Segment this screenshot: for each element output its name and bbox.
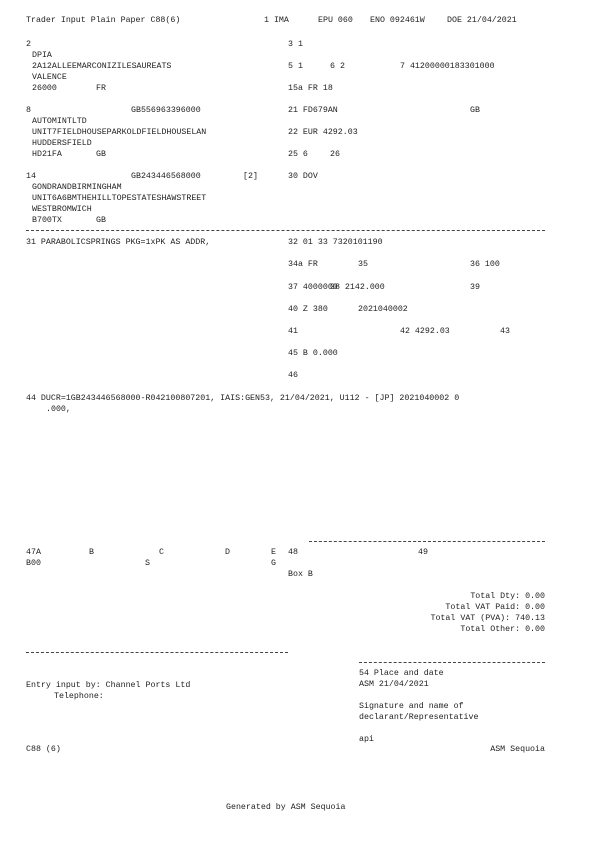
declarant-ref: [2]: [243, 172, 258, 181]
box15a-dispatch-country: 15a FR 18: [288, 84, 333, 93]
total-vat-pva: Total VAT (PVA): 740.13: [430, 614, 545, 623]
consignor-city: VALENCE: [32, 73, 67, 82]
box2-label: 2: [26, 40, 31, 49]
declarant-city: WESTBROMWICH: [32, 205, 92, 214]
consignor-country: FR: [96, 84, 106, 93]
place-date-divider: [359, 662, 545, 663]
box42-item-price: 42 4292.03: [400, 327, 450, 336]
box39-quota: 39: [470, 283, 480, 292]
box48-divider: [309, 541, 545, 542]
box3-forms: 3 1: [288, 40, 303, 49]
box41-supplementary-units: 41: [288, 327, 298, 336]
entry-input-by: Entry input by: Channel Ports Ltd: [26, 681, 191, 690]
declarant-eori: GB243446568000: [131, 172, 201, 181]
vendor-name: ASM Sequoia: [490, 745, 545, 754]
consignee-city: HUDDERSFIELD: [32, 139, 92, 148]
consignor-name: DPIA: [32, 51, 52, 60]
box31-goods-description: 31 PARABOLICSPRINGS PKG=1xPK AS ADDR,: [26, 238, 211, 247]
consignor-postcode: 26000: [32, 84, 57, 93]
epu-number: EPU 060: [318, 16, 353, 25]
section-divider: [26, 230, 545, 231]
box54-place-date-label: 54 Place and date: [359, 669, 444, 678]
declarant-address: UNIT6A6BMTHEHILLTOPESTATESHAWSTREET: [32, 194, 207, 203]
box47-value-c: S: [145, 559, 150, 568]
box25-transport-mode: 25 6: [288, 150, 308, 159]
box7-reference: 7 41200000183301000: [400, 62, 495, 71]
box47-col-d: D: [225, 548, 230, 557]
box6-packages: 6 2: [330, 62, 345, 71]
form-id: C88 (6): [26, 745, 61, 754]
total-other: Total Other: 0.00: [460, 625, 545, 634]
box32-33-commodity: 32 01 33 7320101190: [288, 238, 383, 247]
box54-place-date-value: ASM 21/04/2021: [359, 680, 429, 689]
box40-reference: 2021040002: [358, 305, 408, 314]
signature-label-line2: declarant/Representative: [359, 713, 479, 722]
box36-preference: 36 100: [470, 260, 500, 269]
form-title: Trader Input Plain Paper C88(6): [26, 16, 181, 25]
box47-col-c: C: [159, 548, 164, 557]
box26-inland-mode: 26: [330, 150, 340, 159]
box48-deferred-payment: 48: [288, 548, 298, 557]
box40-previous-doc: 40 Z 380: [288, 305, 328, 314]
declarant-country: GB: [96, 216, 106, 225]
box14-label: 14: [26, 172, 36, 181]
signature-label-line1: Signature and name of: [359, 702, 464, 711]
box47-col-b: B: [89, 548, 94, 557]
box22-currency-amount: 22 EUR 4292.03: [288, 128, 358, 137]
box37-procedure: 37 4000000: [288, 283, 338, 292]
entry-number: ENO 092461W: [370, 16, 425, 25]
box21-transport-id: 21 FD679AN: [288, 106, 338, 115]
box35-gross-mass: 35: [358, 260, 368, 269]
declarant-postcode: B700TX: [32, 216, 62, 225]
generated-by: Generated by ASM Sequoia: [226, 803, 346, 812]
consignee-postcode: HD21FA: [32, 150, 62, 159]
box1-declaration-type: 1 IMA: [264, 16, 289, 25]
box38-net-mass: 38 2142.000: [330, 283, 385, 292]
telephone-label: Telephone:: [54, 692, 104, 701]
consignee-address: UNIT7FIELDHOUSEPARKOLDFIELDHOUSELAN: [32, 128, 207, 137]
box44-additional-info-continued: .000,: [46, 405, 71, 414]
box34a-origin: 34a FR: [288, 260, 318, 269]
box46-statistical-value: 46: [288, 371, 298, 380]
box43-valuation-method: 43: [500, 327, 510, 336]
box47-col-e: E: [271, 548, 276, 557]
box8-label: 8: [26, 106, 31, 115]
box47-value-e: G: [271, 559, 276, 568]
consignee-eori: GB556963396000: [131, 106, 201, 115]
consignor-address: 2A12ALLEEMARCONIZILESAUREATS: [32, 62, 172, 71]
box47-col-a: 47A: [26, 548, 41, 557]
box30-goods-location: 30 DOV: [288, 172, 318, 181]
box44-additional-info: 44 DUCR=1GB243446568000-R042100807201, IAIS:GEN53, 21/04/2021, U112 - [JP] 2021040002 0: [26, 394, 460, 403]
box-b-label: Box B: [288, 570, 313, 579]
box47-value-a: B00: [26, 559, 41, 568]
box45-adjustment: 45 B 0.000: [288, 349, 338, 358]
box49-warehouse: 49: [418, 548, 428, 557]
declarant-name: GONDRANDBIRMINGHAM: [32, 183, 122, 192]
total-vat-paid: Total VAT Paid: 0.00: [445, 603, 545, 612]
box21-transport-country: GB: [470, 106, 480, 115]
date-of-entry: DOE 21/04/2021: [447, 16, 517, 25]
entry-divider: [26, 652, 288, 653]
signature-value: api: [359, 735, 374, 744]
consignee-country: GB: [96, 150, 106, 159]
total-duty: Total Dty: 0.00: [470, 592, 545, 601]
consignee-name: AUTOMINTLTD: [32, 117, 87, 126]
box5-items: 5 1: [288, 62, 303, 71]
